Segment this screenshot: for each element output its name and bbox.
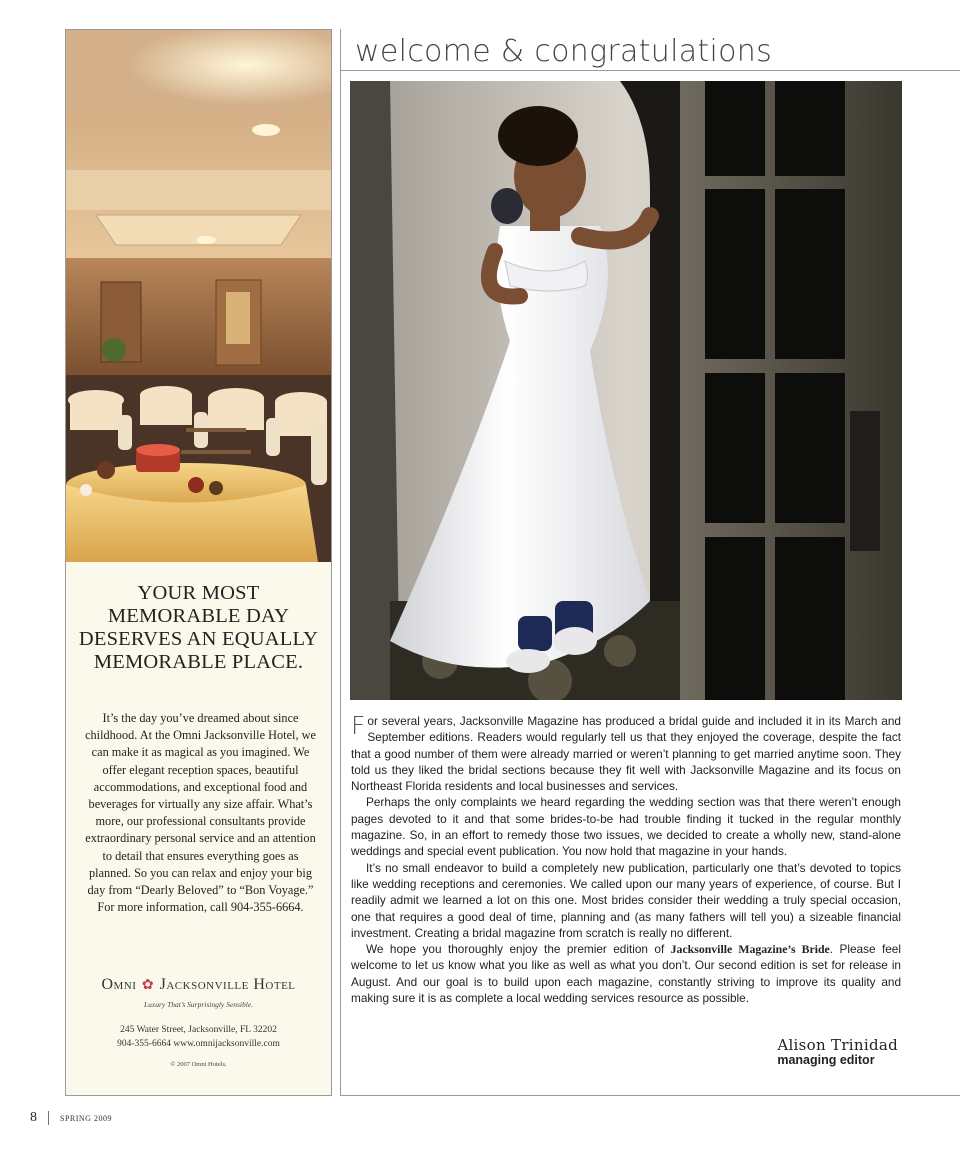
logo-word-hotel: Jacksonville Hotel <box>159 976 296 993</box>
ad-headline: YOUR MOST MEMORABLE DAY DESERVES AN EQUALLY MEMORABLE PLACE. <box>78 582 319 673</box>
hotel-advertisement <box>65 29 332 1096</box>
article-paragraph-4-start: We hope you thoroughly enjoy the premier edition of <box>366 942 671 957</box>
magazine-name: Jacksonville Magazine’s Bride <box>670 942 830 957</box>
editors-letter <box>351 713 901 1006</box>
ad-address-line-1: 245 Water Street, Jacksonville, FL 32202 <box>120 1025 277 1035</box>
article-paragraph-1-text: or several years, Jacksonville Magazine has produced a bridal guide and included it in its March and September editions. Readers would regularly tell us that they enjoyed the coverage, despite the fact that a good number of them were already married or weren’t planning to get married anytime soon. They told us they liked the bridal sections because they fit well with Jacksonville Magazine and its focus on Northeast Florida residents and local businesses and services. <box>351 714 901 794</box>
column-divider <box>340 29 341 1096</box>
article-paragraph-1 <box>351 713 901 794</box>
ad-tagline: Luxury That’s Surprisingly Sensible. <box>143 1000 254 1009</box>
article-paragraph-4-end: . Please feel welcome to let us know what you like as well as what you don’t. Our second edition is set for release in August. And our goal is to build upon each magazine, constantly striving to improve its quality and making sure it is as complete a local wedding services resource as possible. <box>351 942 901 1006</box>
omni-hotel-logo <box>66 976 331 994</box>
editor-signature <box>777 1036 898 1067</box>
ad-address-line-2: 904-355-6664 www.omnijacksonville.com <box>117 1038 280 1049</box>
issue-date: SPRING 2009 <box>60 1114 112 1123</box>
ad-body-copy: It’s the day you’ve dreamed about since childhood. At the Omni Jacksonville Hotel, we can make it as magical as you imagined. We offer elegant reception spaces, beautiful accommodations, and exceptional food and beverages for virtually any size affair. What’s more, our professional consultants provide extraordinary personal service and an attention to detail that ensures everything goes as planned. So you can relax and enjoy your big day from “Dearly Beloved” to “Bon Voyage.” For more information, call 904-355-6664. <box>85 711 316 915</box>
article-paragraph-4 <box>351 941 901 1006</box>
folio-divider <box>48 1111 49 1125</box>
ad-address <box>66 1024 331 1051</box>
bottom-rule <box>340 1095 960 1096</box>
ballroom-photo <box>66 30 331 562</box>
editor-name: Alison Trinidad <box>777 1036 898 1054</box>
logo-word-omni: Omni <box>101 976 137 993</box>
omni-flower-icon: ✿ <box>141 978 155 993</box>
title-rule <box>340 70 960 71</box>
section-title: welcome & congratulations <box>355 34 772 69</box>
editor-title: managing editor <box>777 1053 875 1067</box>
page-number: 8 <box>30 1110 37 1125</box>
drop-cap: F <box>351 711 366 740</box>
article-paragraph-3: It’s no small endeavor to build a completely new publication, particularly one that’s devoted to topics like wedding receptions and ceremonies. We called upon our many years of experience, of course. But I readily admit we learned a lot on this one. Most brides consider their wedding a truly special occasion, one that requires a good deal of time, planning and (as many fathers will tell you) a sizeable financial investment. Creating a bridal magazine from scratch is really no different. <box>351 860 901 940</box>
bride-hero-photo <box>350 81 902 700</box>
article-paragraph-2: Perhaps the only complaints we heard regarding the wedding section was that there weren’t enough pages devoted to it and that some brides-to-be had trouble finding it tucked in the regular monthly magazine. So, in an effort to remedy those two issues, we decided to create a wholly new, stand-alone weddings and special event publication. You now hold that magazine in your hands. <box>351 795 901 859</box>
ad-copyright: © 2007 Omni Hotels. <box>170 1061 227 1068</box>
